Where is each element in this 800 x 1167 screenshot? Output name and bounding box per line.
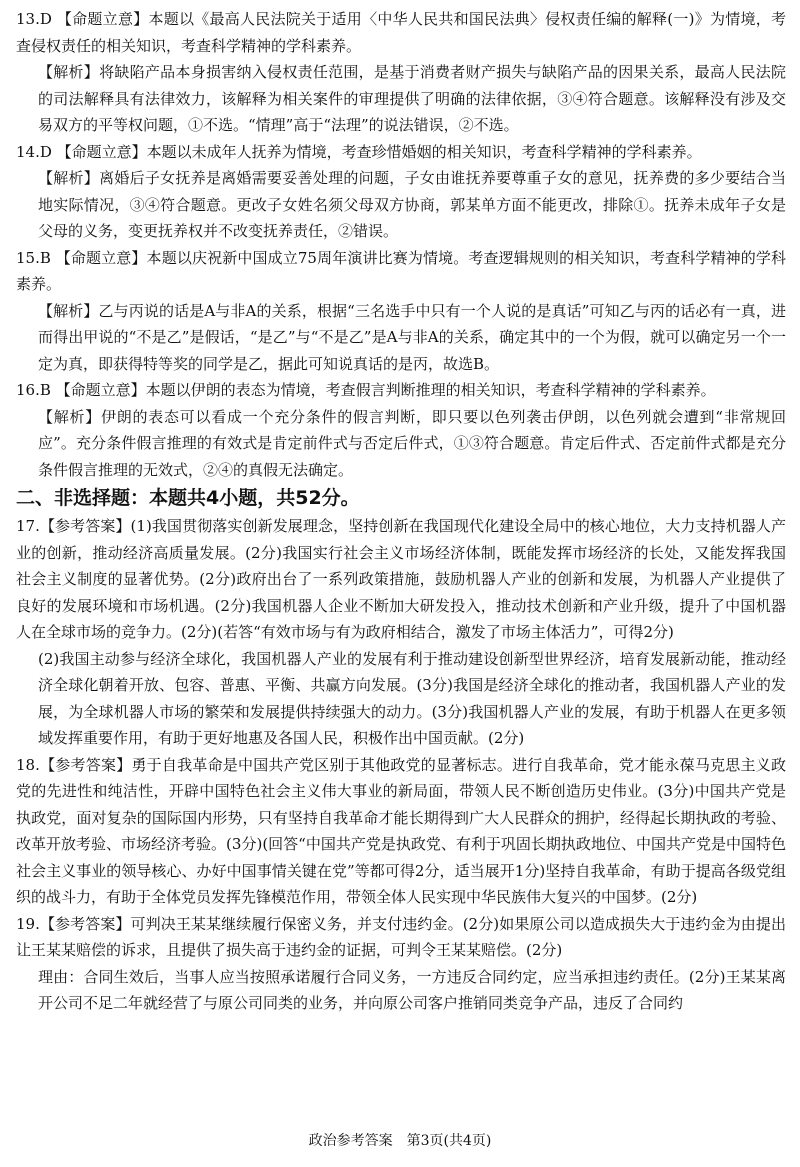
page-content <box>16 6 786 1017</box>
q13-analysis: 【解析】将缺陷产品本身损害纳入侵权责任范围，是基于消费者财产损失与缺陷产品的因果关系，最高人民法院的司法解释具有法律效力，该解释为相关案件的审理提供了明确的法律依据，③④符合题意。该解释没有涉及交易双方的平等权问题，①不选。“情理”高于“法理”的说法错误，②不选。 <box>38 63 786 134</box>
q19-answer: 19.【参考答案】可判决王某某继续履行保密义务，并支付违约金。(2分)如果原公司以造成损失大于违约金为由提出让王某某赔偿的诉求，且提供了损失高于违约金的证据，可判令王某某赔偿。(2分) <box>16 914 786 959</box>
q17-answer-part2: (2)我国主动参与经济全球化，我国机器人产业的发展有利于推动建设创新型世界经济，培育发展新动能，推动经济全球化朝着开放、包容、普惠、平衡、共赢方向发展。(3分)我国是经济全球化的推动者，我国机器人产业的发展，为全球机器人市场的繁荣和发展提供持续强大的动力。(3分)我国机器人产业的发展，有助于机器人在更多领域发挥重要作用，有助于更好地惠及各国人民，积极作出中国贡献。(2分) <box>38 649 786 747</box>
q17-answer-part1: 17.【参考答案】(1)我国贯彻落实创新发展理念，坚持创新在我国现代化建设全局中的核心地位，大力支持机器人产业的创新，推动经济高质量发展。(2分)我国实行社会主义市场经济体制，既能发挥市场经济的长处，又能发挥我国社会主义制度的显著优势。(2分)政府出台了一系列政策措施，鼓励机器人产业的创新和发展，为机器人产业提供了良好的发展环境和市场机遇。(2分)我国机器人企业不断加大研发投入，推动技术创新和产业升级，提升了中国机器人在全球市场的竞争力。(2分)(若答“有效市场与有为政府相结合，激发了市场主体活力”，可得2分) <box>16 517 786 641</box>
q16-intent: 16.B 【命题立意】本题以伊朗的表态为情境，考查假言判断推理的相关知识，考查科学精神的学科素养。 <box>16 381 716 399</box>
q13-intent: 13.D 【命题立意】本题以《最高人民法院关于适用〈中华人民共和国民法典〉侵权责任编的解释(一)》为情境，考查侵权责任的相关知识，考查科学精神的学科素养。 <box>16 10 786 55</box>
section-heading: 二、非选择题：本题共4小题，共52分。 <box>16 487 360 509</box>
page-footer: 政治参考答案 第3页(共4页) <box>308 1133 492 1149</box>
q18-answer: 18.【参考答案】勇于自我革命是中国共产党区别于其他政党的显著标志。进行自我革命，党才能永葆马克思主义政党的先进性和纯洁性，开辟中国特色社会主义伟大事业的新局面，带领人民不断创造历史伟业。(3分)中国共产党是执政党，面对复杂的国际国内形势，只有坚持自我革命才能长期得到广大人民群众的拥护，经得起长期执政的考验、改革开放考验、市场经济考验。(3分)(回答“中国共产党是执政党、有利于巩固长期执政地位、中国共产党是中国特色社会主义事业的领导核心、办好中国事情关键在党”等都可得2分，适当展开1分)坚持自我革命，有助于提高各级党组织的战斗力，有助于全体党员发挥先锋模范作用，带领全体人民实现中华民族伟大复兴的中国梦。(2分) <box>16 755 786 906</box>
q14-analysis: 【解析】离婚后子女抚养是离婚需要妥善处理的问题，子女由谁抚养要尊重子女的意见，抚养费的多少要结合当地实际情况，③④符合题意。更改子女姓名须父母双方协商，郭某单方面不能更改，排除①。抚养未成年子女是父母的义务，变更抚养权并不改变抚养责任，②错误。 <box>38 169 786 240</box>
q15-analysis: 【解析】乙与丙说的话是A与非A的关系，根据“三名选手中只有一个人说的是真话”可知乙与丙的话必有一真，进而得出甲说的“不是乙”是假话，“是乙”与“不是乙”是A与非A的关系，确定其中的一个为假，就可以确定另一个一定为真，即获得特等奖的同学是乙，据此可知说真话的是丙，故选B。 <box>38 301 786 373</box>
q14-intent: 14.D 【命题立意】本题以未成年人抚养为情境，考查珍惜婚姻的相关知识，考查科学精神的学科素养。 <box>16 142 702 161</box>
q16-analysis: 【解析】伊朗的表态可以看成一个充分条件的假言判断，即只要以色列袭击伊朗，以色列就会遭到“非常规回应”。充分条件假言推理的有效式是肯定前件式与否定后件式，①③符合题意。肯定后件式、否定前件式都是充分条件假言推理的无效式，②④的真假无法确定。 <box>38 407 786 479</box>
q15-intent: 15.B 【命题立意】本题以庆祝新中国成立75周年演讲比赛为情境。考查逻辑规则的相关知识，考查科学精神的学科素养。 <box>16 248 786 293</box>
q19-reason: 理由：合同生效后，当事人应当按照承诺履行合同义务，一方违反合同约定，应当承担违约责任。(2分)王某某离开公司不足二年就经营了与原公司同类的业务，并向原公司客户推销同类竞争产品，违反了合同约 <box>38 967 786 1012</box>
